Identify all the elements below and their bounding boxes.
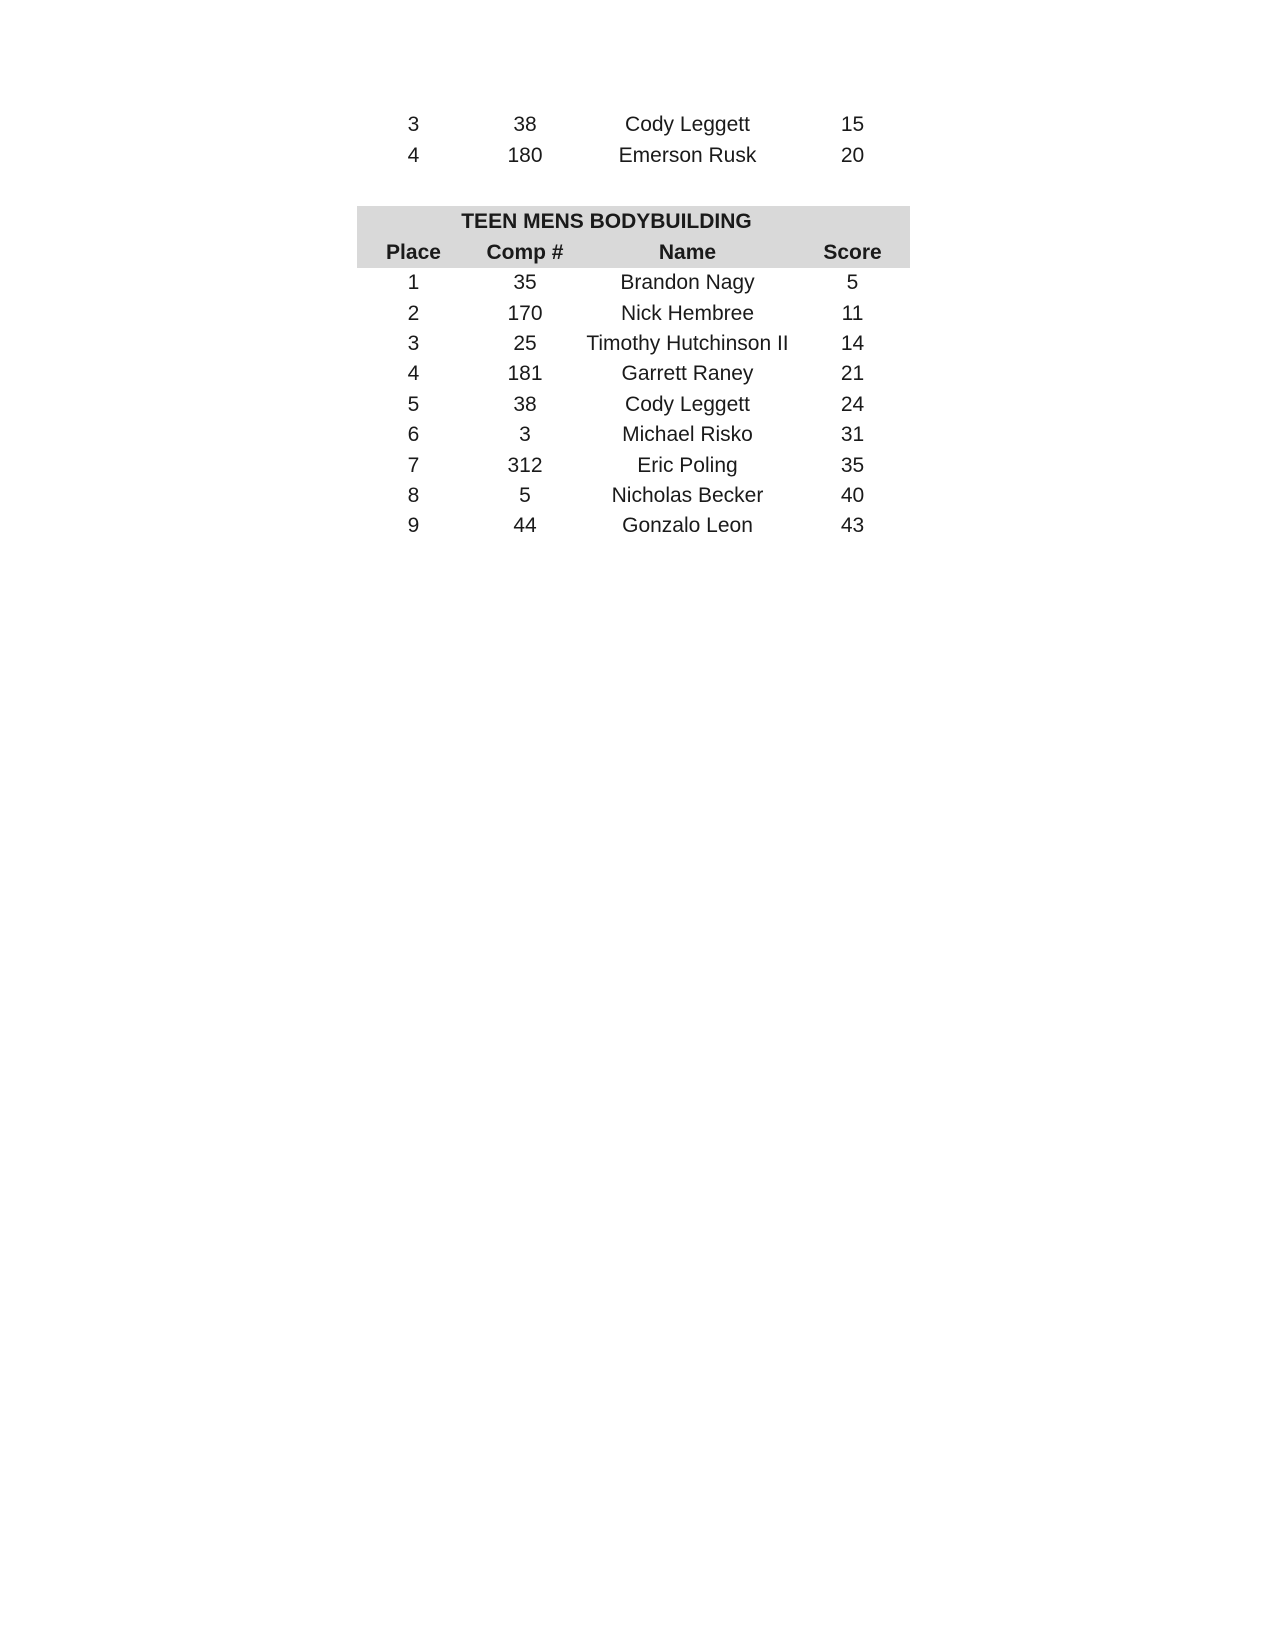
comp-number-cell: 44 (513, 514, 537, 538)
table-row (357, 511, 910, 541)
table-title: TEEN MENS BODYBUILDING (461, 209, 752, 233)
score-cell: 15 (840, 113, 865, 137)
name-cell: Michael Risko (622, 423, 753, 447)
table-row (357, 450, 910, 480)
column-header-score: Score (823, 240, 882, 264)
place-cell: 4 (407, 143, 420, 167)
table-row (357, 268, 910, 298)
name-cell: Emerson Rusk (618, 143, 757, 167)
teen-mens-bodybuilding-table (357, 206, 910, 542)
comp-number-cell: 38 (513, 392, 537, 416)
score-cell: 5 (846, 271, 859, 295)
score-cell: 35 (840, 453, 865, 477)
score-cell: 24 (840, 392, 865, 416)
score-cell: 31 (840, 423, 865, 447)
comp-number-cell: 38 (513, 113, 537, 137)
place-cell: 1 (407, 271, 420, 295)
score-cell: 21 (840, 362, 865, 386)
table-row (357, 359, 910, 389)
name-cell: Brandon Nagy (620, 271, 755, 295)
comp-number-cell: 181 (507, 362, 543, 386)
column-header-name: Name (658, 240, 717, 264)
score-cell: 20 (840, 143, 865, 167)
comp-number-cell: 170 (507, 301, 543, 325)
comp-number-cell: 3 (519, 423, 531, 447)
score-cell: 40 (840, 483, 865, 507)
table-row (357, 140, 910, 170)
score-cell: 14 (840, 331, 865, 355)
place-cell: 7 (407, 453, 420, 477)
table-row (357, 390, 910, 420)
table-row (357, 298, 910, 328)
name-cell: Garrett Raney (621, 362, 754, 386)
score-cell: 43 (840, 514, 865, 538)
score-cell: 11 (841, 301, 864, 325)
place-cell: 9 (407, 514, 420, 538)
place-cell: 2 (407, 301, 420, 325)
previous-class-results-table (357, 110, 910, 171)
name-cell: Eric Poling (637, 453, 738, 477)
table-row (357, 110, 910, 140)
comp-number-cell: 312 (507, 453, 543, 477)
column-header-comp-number: Comp # (486, 240, 564, 264)
column-header-place: Place (386, 240, 441, 264)
place-cell: 4 (407, 362, 420, 386)
place-cell: 6 (407, 423, 420, 447)
comp-number-cell: 25 (513, 331, 537, 355)
name-cell: Gonzalo Leon (622, 514, 753, 538)
table-header-row (357, 237, 910, 268)
table-row (357, 329, 910, 359)
place-cell: 8 (407, 483, 420, 507)
comp-number-cell: 35 (513, 271, 537, 295)
table-title-row (357, 206, 910, 237)
table-row (357, 420, 910, 450)
name-cell: Nick Hembree (620, 301, 755, 325)
place-cell: 3 (407, 331, 420, 355)
name-cell: Nicholas Becker (611, 483, 764, 507)
comp-number-cell: 5 (519, 483, 531, 507)
comp-number-cell: 180 (507, 143, 543, 167)
name-cell: Cody Leggett (625, 113, 750, 137)
place-cell: 3 (407, 113, 420, 137)
name-cell: Cody Leggett (625, 392, 750, 416)
place-cell: 5 (407, 392, 420, 416)
name-cell: Timothy Hutchinson II (586, 331, 789, 355)
table-row (357, 481, 910, 511)
